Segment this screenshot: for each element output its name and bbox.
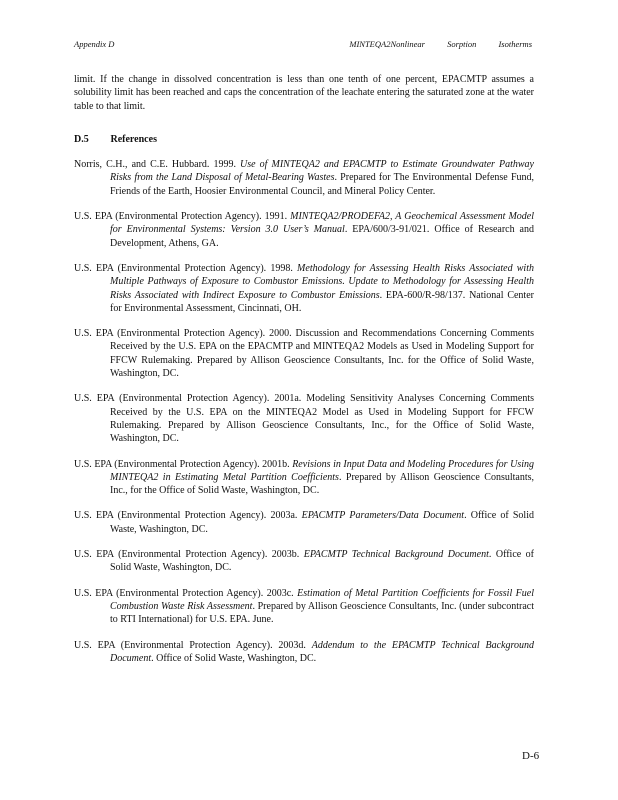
reference-list bbox=[74, 158, 534, 665]
page-number: D-6 bbox=[522, 750, 540, 762]
ref-authors: U.S. EPA (Environmental Protection Agency). 1991. bbox=[74, 211, 291, 223]
reference-item bbox=[74, 392, 534, 445]
ref-authors: U.S. EPA (Environmental Protection Agency). 2003b. bbox=[74, 549, 304, 561]
ref-rest: . EPA/600/3-91/021. Office of Research and Development, Athens, GA. bbox=[110, 224, 534, 249]
ref-authors: U.S. EPA (Environmental Protection Agency). 2000. Discussion and Recommendations Concerning Comments Received by the U.S. EPA on the EPACMTP and MINTEQA2 Models as Used in Modeling Support for FFCW Rulemaking. Prepared by Allison Geoscience Consultants, Inc. for the Office of Solid Waste, Washington, DC. bbox=[74, 328, 534, 380]
header-title: MINTEQA2Nonlinear bbox=[349, 39, 425, 49]
ref-authors: U.S. EPA (Environmental Protection Agency). 2001a. Modeling Sensitivity Analyses Concerning Comments Received by the U.S. EPA on the MINTEQA2 Model as Used in Modeling Support for FFCW Rulemaking. Prepared by Allison Geoscience Consultants, Inc., for the Office of Solid Waste, Washington, DC. bbox=[74, 393, 534, 445]
reference-item bbox=[74, 158, 534, 198]
reference-item bbox=[74, 262, 534, 315]
ref-authors: Norris, C.H., and C.E. Hubbard. 1999. bbox=[74, 159, 241, 171]
ref-authors: U.S. EPA (Environmental Protection Agency). 2003d. bbox=[74, 639, 312, 651]
ref-authors: U.S. EPA (Environmental Protection Agency). 2001b. bbox=[74, 458, 293, 470]
ref-authors: U.S. EPA (Environmental Protection Agency). 1998. bbox=[74, 262, 298, 274]
section-heading bbox=[74, 133, 534, 146]
intro-paragraph: limit. If the change in dissolved concentration is less than one tenth of one percent, EPACMTP assumes a solubility limit has been reached and caps the concentration of the leachate entering the saturated zone at the water table to that limit. bbox=[74, 74, 534, 112]
header-right bbox=[329, 39, 532, 49]
ref-title: Methodology for Assessing Health Risks Associated with Multiple Pathways of Exposure to Combustor Emissions. Update to Methodology for Assessing Health Risks Associated with Indirect Exposure to Combustor Emissions bbox=[110, 262, 534, 301]
ref-rest: . Office of Solid Waste, Washington, DC. bbox=[110, 549, 535, 574]
reference-item bbox=[74, 639, 534, 666]
ref-title: EPACMTP Technical Background Document bbox=[303, 549, 489, 561]
ref-title: EPACMTP Parameters/Data Document bbox=[301, 510, 465, 522]
ref-rest: . Prepared by Allison Geoscience Consultants, Inc. (under subcontract to RTI International) for U.S. EPA. June. bbox=[110, 600, 534, 626]
ref-rest: . Prepared by Allison Geoscience Consultants, Inc., for the Office of Solid Waste, Washington, DC. bbox=[110, 471, 534, 497]
ref-authors: U.S. EPA (Environmental Protection Agency). 2003c. bbox=[74, 587, 298, 599]
ref-rest: . Prepared for The Environmental Defense Fund, Friends of the Earth, Hoosier Environmental Council, and Mineral Policy Center. bbox=[110, 172, 535, 197]
section-title: References bbox=[110, 133, 157, 145]
reference-item bbox=[74, 210, 534, 250]
ref-title: Revisions in Input Data and Modeling Procedures for Using MINTEQA2 in Estimating Metal Partition Coefficients bbox=[110, 458, 534, 483]
page-body bbox=[74, 73, 534, 677]
ref-title: Estimation of Metal Partition Coefficients for Fossil Fuel Combustion Waste Risk Assessment bbox=[110, 587, 535, 612]
header-sub1: Sorption bbox=[447, 39, 477, 49]
reference-item bbox=[74, 509, 534, 536]
ref-authors: U.S. EPA (Environmental Protection Agency). 2003a. bbox=[74, 510, 302, 522]
ref-title: Use of MINTEQA2 and EPACMTP to Estimate Groundwater Pathway Risks from the Land Disposal of Metal-Bearing Wastes bbox=[110, 159, 534, 184]
reference-item bbox=[74, 327, 534, 380]
reference-item bbox=[74, 548, 534, 575]
reference-item bbox=[74, 458, 534, 498]
reference-item bbox=[74, 587, 534, 627]
ref-rest: . Office of Solid Waste, Washington, DC. bbox=[151, 652, 317, 664]
ref-title: Addendum to the EPACMTP Technical Background Document bbox=[110, 639, 534, 664]
header-left: Appendix D bbox=[74, 39, 115, 49]
ref-rest: . Office of Solid Waste, Washington, DC. bbox=[110, 510, 534, 535]
ref-title: MINTEQA2/PRODEFA2, A Geochemical Assessment Model for Environmental Systems: Version 3.0 User’s Manual bbox=[110, 211, 534, 236]
ref-rest: . EPA-600/R-98/137. National Center for Environmental Assessment, Cincinnati, OH. bbox=[110, 289, 534, 314]
header-sub2: Isotherms bbox=[498, 39, 532, 49]
section-number: D.5 bbox=[74, 133, 89, 145]
running-header bbox=[74, 39, 532, 49]
